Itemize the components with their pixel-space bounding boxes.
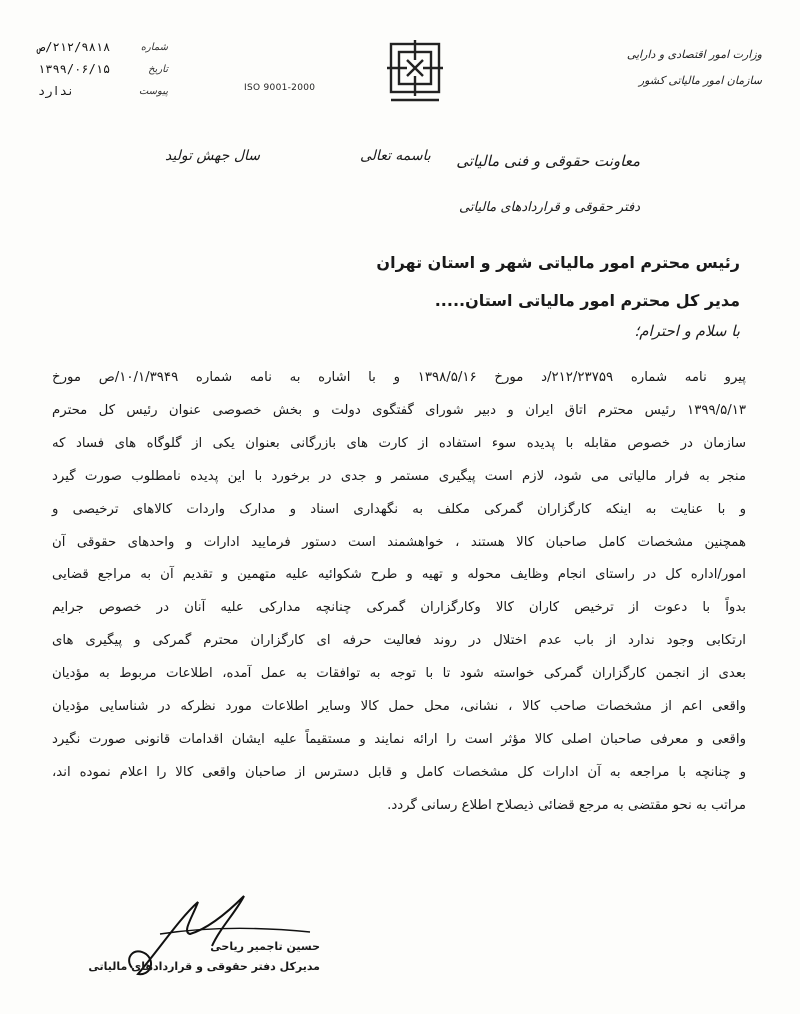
- body-line: منجر به فرار مالیاتی می شود، لازم است پیگیری مستمر و جدی در برخورد با این پدیده نامطلوب صورت گیرد: [52, 468, 746, 484]
- ministry-name: وزارت امور اقتصادی و دارایی: [626, 48, 762, 61]
- bismillah: باسمه تعالی: [360, 148, 431, 164]
- greeting: با سلام و احترام؛: [634, 322, 740, 340]
- body-line: واقعی اعم از مشخصات صاحب کالا ، نشانی، محل حمل کالا وسایر اطلاعات مورد نظرکه در شناسایی مؤدیان: [52, 699, 746, 715]
- body-line: واقعی و معرفی صاحبان اصلی کالا مؤثر است را ارائه نمایند و مستقیماً علیه ایشان اقدامات قانونی صورت نگیرد: [52, 731, 746, 747]
- meta-date: [38, 58, 168, 80]
- body-line: امور/اداره کل در راستای انجام وظایف محوله و تهیه و طرح شکوائیه علیه متهمین و تقدیم آن به مراجع قضایی: [52, 567, 746, 583]
- body-line-last: مراتب به نحو مقتضی به مرجع قضائی ذیصلاح اطلاع رسانی گردد.: [387, 797, 746, 813]
- body-line: ۱۳۹۹/۵/۱۳ رئیس محترم اتاق ایران و دبیر شورای گفتگوی دولت و بخش خصوصی عنوان رئیس کل محترم: [52, 402, 746, 418]
- recipients: [100, 244, 740, 320]
- letter-meta: [38, 36, 168, 102]
- meta-attachment: [38, 80, 168, 102]
- recipient-1: رئیس محترم امور مالیاتی شهر و استان تهران: [376, 253, 740, 272]
- recipient-2: مدیر کل محترم امور مالیاتی استان.....: [434, 291, 740, 310]
- body-line: و با عنایت به اینکه کارگزاران گمرکی مکلف به نگهداری اسناد و مدارک واردات کالاهای ترخیصی و: [52, 501, 746, 517]
- ministry-header: [592, 42, 762, 94]
- meta-number-label: شماره: [140, 41, 168, 53]
- office-name: دفتر حقوقی و قراردادهای مالیاتی: [459, 200, 640, 215]
- body-line: سازمان در خصوص مقابله با پدیده سوء استفاده از کارت های بازرگانی بعنوان یکی از گلوگاه های فساد که: [52, 435, 746, 451]
- iso-certification: ISO 9001-2000: [244, 83, 316, 93]
- meta-number-value: ۲۱۲/۹۸۱۸/ص: [38, 40, 111, 54]
- meta-number: [38, 36, 168, 58]
- meta-date-label: تاریخ: [148, 63, 168, 75]
- signature-block: [88, 888, 330, 988]
- organization-emblem-icon: [385, 38, 445, 108]
- signatory-name: حسین تاجمیر ریاحی: [210, 940, 320, 953]
- department-name: معاونت حقوقی و فنی مالیاتی: [456, 152, 640, 170]
- meta-date-value: ۱۳۹۹/۰۶/۱۵: [38, 62, 111, 76]
- body-line: بدواً با دعوت از ترخیص کاران کالا وکارگزاران گمرکی چنانچه مدارکی علیه آنان در خصوص جرایم: [52, 600, 746, 616]
- meta-attachment-value: ندارد: [38, 84, 75, 98]
- organization-name: سازمان امور مالیاتی کشور: [638, 74, 762, 87]
- body-line: پیرو نامه شماره ۲۱۲/۲۳۷۵۹/د مورخ ۱۳۹۸/۵/۱۶ و با اشاره به نامه شماره ۱۰/۱/۳۹۴۹/ص مورخ: [52, 370, 746, 385]
- letter-body: [52, 362, 746, 823]
- signatory-title: مدیرکل دفتر حقوقی و قراردادهای مالیاتی: [88, 960, 320, 973]
- body-line: ارتکابی وجود ندارد از باب عدم اختلال در روند فعالیت حرفه ای کارگزاران محترم گمرکی و پیگیری های: [52, 633, 746, 649]
- body-line: بعدی از انجمن کارگزاران گمرکی خواسته شود تا با توجه به توافقات به عمل آمده، اطلاعات مربوط به مؤدیان: [52, 666, 746, 682]
- body-line: و چنانچه با مراجعه به آن ادارات کل مشخصات کامل و قابل دسترس از صاحبان واقعی کالا را اعلام نموده اند،: [52, 764, 746, 780]
- body-line: همچنین مشخصات کامل صاحبان کالا هستند ، خواهشمند است دستور فرمایید ادارات و واحدهای حقوقی آن: [52, 534, 746, 550]
- year-slogan: سال جهش تولید: [165, 148, 260, 164]
- handwritten-signature-icon: [120, 888, 330, 988]
- meta-attachment-label: پیوست: [138, 85, 168, 97]
